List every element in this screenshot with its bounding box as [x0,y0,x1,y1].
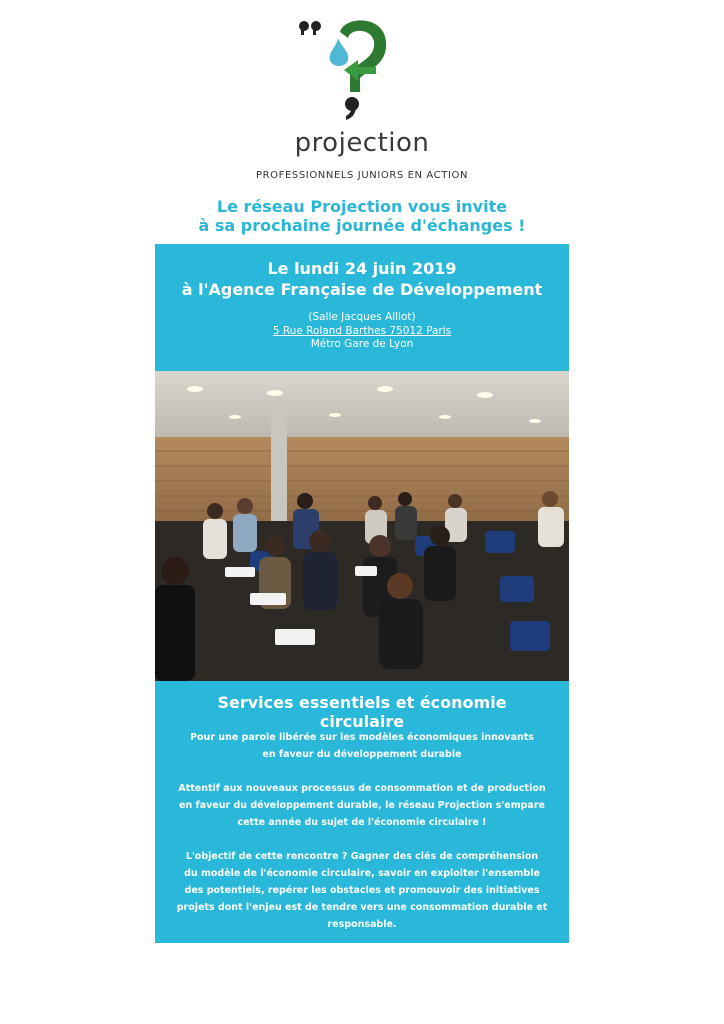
water-drop-icon [330,38,349,66]
section-title-line-1: Services essentiels et économie [217,693,507,712]
projection-logo [280,12,440,192]
paragraph-line: responsable. [327,919,397,930]
paragraph-line: du modèle de l'économie circulaire, savoir en exploiter l'ensemble [184,868,540,879]
event-room: (Salle Jacques Alliot) [308,311,416,323]
paragraph-line: cette année du sujet de l'économie circulaire ! [237,817,487,828]
brand-name: projection [294,128,430,158]
headline-line-1: Le réseau Projection vous invite [216,197,508,216]
event-metro: Métro Gare de Lyon [310,338,414,350]
invitation-headline [0,197,724,235]
section-subtitle [155,730,569,763]
paragraph-line: L'objectif de cette rencontre ? Gagner des clés de compréhension [185,851,539,862]
section-title-line-2: circulaire [319,712,405,731]
paragraph-line: Attentif aux nouveaux processus de consommation et de production [178,783,546,794]
event-address-block [155,311,569,352]
headline-line-2: à sa prochaine journée d'échanges ! [198,216,526,235]
paragraph-line: projets dont l'enjeu est de tendre vers une consommation durable et [176,902,548,913]
paragraph-intro [161,780,563,831]
event-date: Le lundi 24 juin 2019 [267,259,457,278]
description-panel [155,681,569,943]
brand-tagline: PROFESSIONNELS JUNIORS EN ACTION [255,170,469,181]
event-info-panel [155,244,569,371]
paragraph-objective [161,848,563,933]
subtitle-line-2: en faveur du développement durable [262,748,462,760]
event-date-venue [155,258,569,300]
paragraph-line: en faveur du développement durable, le réseau Projection s'empare [179,800,545,811]
conference-photo [155,371,569,681]
event-venue: à l'Agence Française de Développement [181,280,543,299]
paragraph-line: des potentiels, repérer les obstacles et promouvoir des initiatives [184,885,540,896]
event-address-link[interactable]: 5 Rue Roland Barthes 75012 Paris [272,324,452,337]
section-title [155,693,569,731]
subtitle-line-1: Pour une parole libérée sur les modèles économiques innovants [190,732,534,743]
